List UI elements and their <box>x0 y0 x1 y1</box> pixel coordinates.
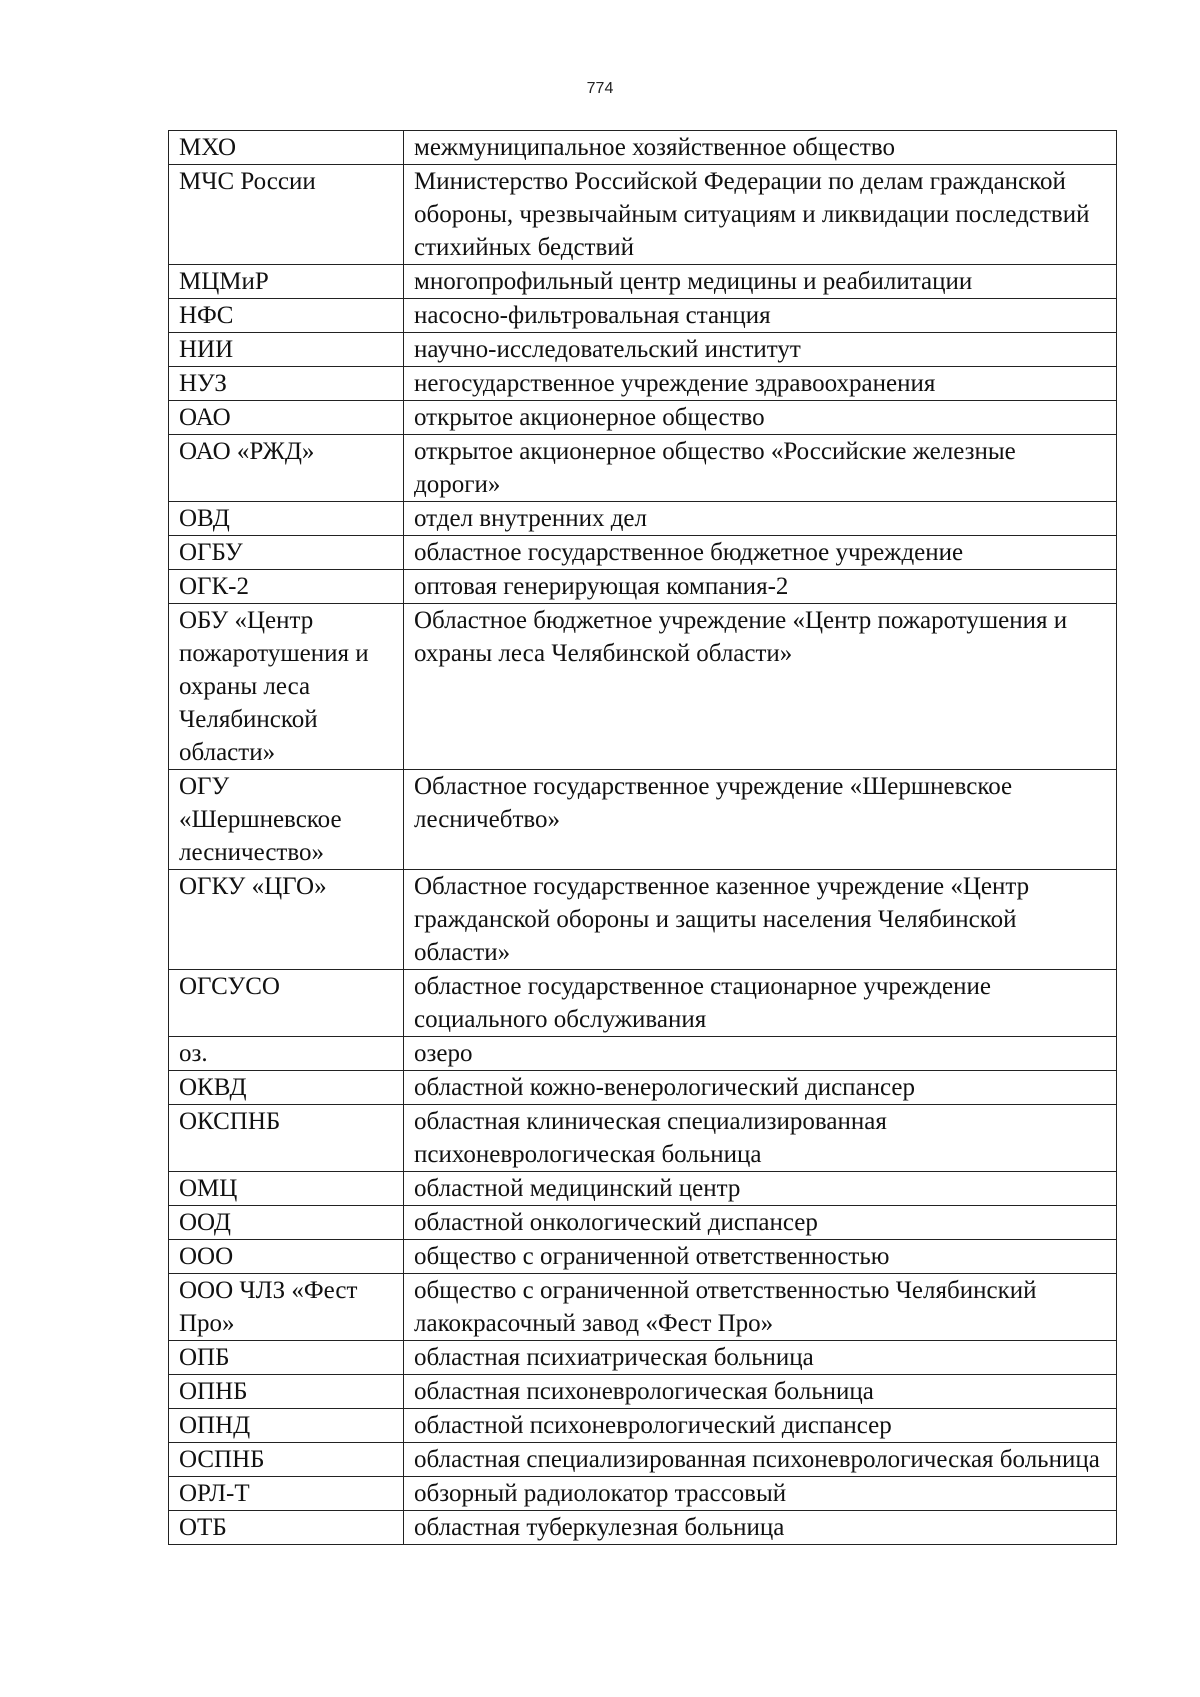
table-row <box>169 131 1117 165</box>
abbreviation-cell: МХО <box>169 131 404 165</box>
meaning-cell: озеро <box>404 1037 1117 1071</box>
meaning-cell: Областное государственное казенное учреждение «Центр гражданской обороны и защиты населения Челябинской области» <box>404 870 1117 970</box>
table-row <box>169 435 1117 502</box>
abbreviation-cell: ОАО <box>169 401 404 435</box>
meaning-cell: оптовая генерирующая компания-2 <box>404 570 1117 604</box>
meaning-cell: областной кожно-венерологический диспансер <box>404 1071 1117 1105</box>
meaning-cell: областной онкологический диспансер <box>404 1206 1117 1240</box>
abbreviation-cell: ОРЛ-Т <box>169 1477 404 1511</box>
meaning-cell: областное государственное бюджетное учреждение <box>404 536 1117 570</box>
abbreviation-cell: ОПНД <box>169 1409 404 1443</box>
meaning-cell: областная туберкулезная больница <box>404 1511 1117 1545</box>
table-row <box>169 1341 1117 1375</box>
meaning-cell: насосно-фильтровальная станция <box>404 299 1117 333</box>
meaning-cell: Областное государственное учреждение «Шершневское лесничебтво» <box>404 770 1117 870</box>
meaning-cell: Министерство Российской Федерации по делам гражданской обороны, чрезвычайным ситуациям и ликвидации последствий стихийных бедствий <box>404 165 1117 265</box>
abbreviation-cell: ООО ЧЛЗ «Фест Про» <box>169 1274 404 1341</box>
table-row <box>169 770 1117 870</box>
table-row <box>169 1477 1117 1511</box>
abbreviation-cell: ОАО «РЖД» <box>169 435 404 502</box>
meaning-cell: общество с ограниченной ответственностью Челябинский лакокрасочный завод «Фест Про» <box>404 1274 1117 1341</box>
table-row <box>169 870 1117 970</box>
table-row <box>169 1105 1117 1172</box>
abbreviation-cell: ОСПНБ <box>169 1443 404 1477</box>
abbreviation-cell: ОКСПНБ <box>169 1105 404 1172</box>
meaning-cell: научно-исследовательский институт <box>404 333 1117 367</box>
meaning-cell: областной медицинский центр <box>404 1172 1117 1206</box>
abbreviations-table <box>168 130 1117 1545</box>
abbreviation-cell: МЧС России <box>169 165 404 265</box>
meaning-cell: многопрофильный центр медицины и реабилитации <box>404 265 1117 299</box>
table-row <box>169 1375 1117 1409</box>
abbreviations-table-body <box>169 131 1117 1545</box>
abbreviation-cell: ООО <box>169 1240 404 1274</box>
abbreviation-cell: МЦМиР <box>169 265 404 299</box>
meaning-cell: областная специализированная психоневрологическая больница <box>404 1443 1117 1477</box>
table-row <box>169 970 1117 1037</box>
meaning-cell: обзорный радиолокатор трассовый <box>404 1477 1117 1511</box>
table-row <box>169 299 1117 333</box>
meaning-cell: открытое акционерное общество «Российские железные дороги» <box>404 435 1117 502</box>
meaning-cell: областная клиническая специализированная психоневрологическая больница <box>404 1105 1117 1172</box>
table-row <box>169 1443 1117 1477</box>
meaning-cell: областная психоневрологическая больница <box>404 1375 1117 1409</box>
table-row <box>169 536 1117 570</box>
abbreviation-cell: ОВД <box>169 502 404 536</box>
meaning-cell: открытое акционерное общество <box>404 401 1117 435</box>
table-row <box>169 367 1117 401</box>
meaning-cell: межмуниципальное хозяйственное общество <box>404 131 1117 165</box>
meaning-cell: областная психиатрическая больница <box>404 1341 1117 1375</box>
abbreviation-cell: ОГК-2 <box>169 570 404 604</box>
table-row <box>169 502 1117 536</box>
table-row <box>169 1409 1117 1443</box>
table-row <box>169 1172 1117 1206</box>
table-row <box>169 1037 1117 1071</box>
abbreviation-cell: ОГУ «Шершневское лесничество» <box>169 770 404 870</box>
abbreviation-cell: ОКВД <box>169 1071 404 1105</box>
abbreviation-cell: ОБУ «Центр пожаротушения и охраны леса Челябинской области» <box>169 604 404 770</box>
meaning-cell: областное государственное стационарное учреждение социального обслуживания <box>404 970 1117 1037</box>
page-number: 774 <box>586 80 614 97</box>
abbreviation-cell: оз. <box>169 1037 404 1071</box>
abbreviation-cell: ОГСУСО <box>169 970 404 1037</box>
meaning-cell: негосударственное учреждение здравоохранения <box>404 367 1117 401</box>
table-row <box>169 1274 1117 1341</box>
table-row <box>169 1511 1117 1545</box>
table-row <box>169 1206 1117 1240</box>
abbreviation-cell: ООД <box>169 1206 404 1240</box>
meaning-cell: областной психоневрологический диспансер <box>404 1409 1117 1443</box>
abbreviation-cell: НИИ <box>169 333 404 367</box>
meaning-cell: отдел внутренних дел <box>404 502 1117 536</box>
abbreviation-cell: ОГКУ «ЦГО» <box>169 870 404 970</box>
table-row <box>169 1071 1117 1105</box>
abbreviation-cell: ОТБ <box>169 1511 404 1545</box>
table-row <box>169 265 1117 299</box>
table-row <box>169 1240 1117 1274</box>
table-row <box>169 401 1117 435</box>
table-row <box>169 333 1117 367</box>
table-row <box>169 604 1117 770</box>
table-row <box>169 165 1117 265</box>
abbreviation-cell: ОМЦ <box>169 1172 404 1206</box>
meaning-cell: Областное бюджетное учреждение «Центр пожаротушения и охраны леса Челябинской области» <box>404 604 1117 770</box>
meaning-cell: общество с ограниченной ответственностью <box>404 1240 1117 1274</box>
table-row <box>169 570 1117 604</box>
abbreviation-cell: НУЗ <box>169 367 404 401</box>
abbreviation-cell: ОГБУ <box>169 536 404 570</box>
abbreviation-cell: НФС <box>169 299 404 333</box>
abbreviation-cell: ОПНБ <box>169 1375 404 1409</box>
abbreviation-cell: ОПБ <box>169 1341 404 1375</box>
